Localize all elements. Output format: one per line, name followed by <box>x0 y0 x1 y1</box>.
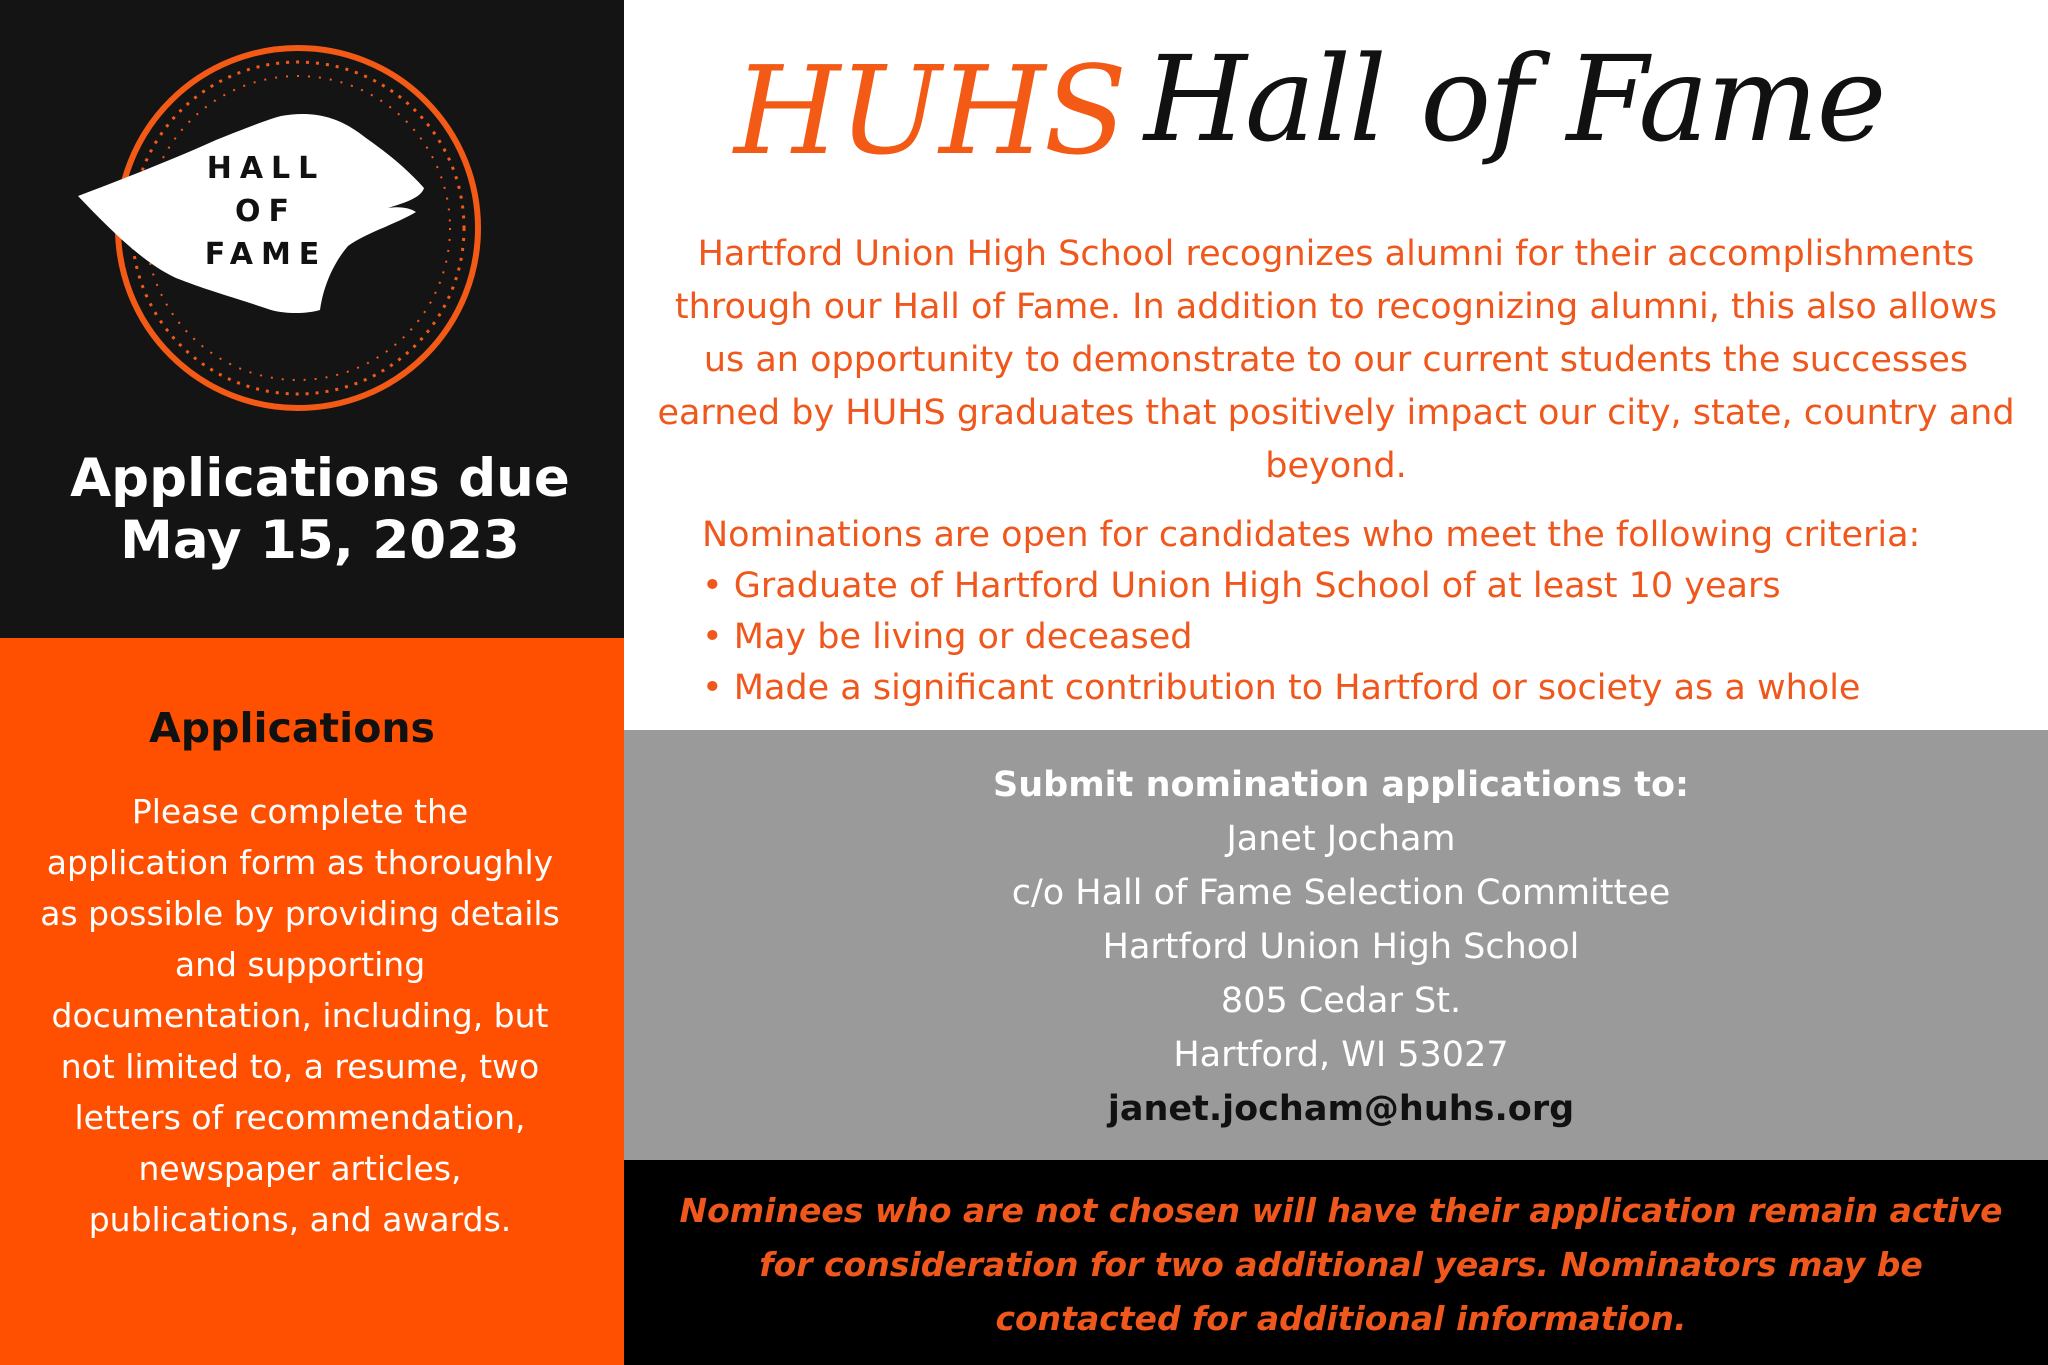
footnote-text: Nominees who are not chosen will have their application remain active for consideration for two additional years. Nominators may be contacted for additional information. <box>679 1191 2003 1338</box>
applications-panel <box>0 638 624 1365</box>
intro-paragraph: Hartford Union High School recognizes alumni for their accomplishments through our Hall of Fame. In addition to recognizing alumni, this also allows us an opportunity to demonstrate to our current students the successes earned by HUHS graduates that positively impact our city, state, country and beyond. <box>657 234 2015 486</box>
criteria-section <box>702 510 2022 714</box>
contact-city: Hartford, WI 53027 <box>1173 1035 1509 1075</box>
applications-instructions: Please complete the application form as thoroughly as possible by providing details and supporting documentation, including, but not limited to, a resume, two letters of recommendation, newspaper articles, publications, and awards. <box>40 792 560 1239</box>
left-header-panel <box>0 0 624 638</box>
due-label: Applications due <box>70 448 570 509</box>
contact-committee: c/o Hall of Fame Selection Committee <box>1011 873 1671 913</box>
hall-of-fame-logo <box>66 28 516 428</box>
footnote-panel <box>624 1160 2048 1365</box>
contact-name: Janet Jocham <box>1226 819 1456 859</box>
contact-street: 805 Cedar St. <box>1220 981 1462 1021</box>
criteria-item: • Graduate of Hartford Union High School of at least 10 years <box>702 561 2022 612</box>
submit-label: Submit nomination applications to: <box>993 765 1689 805</box>
logo-text-of: OF <box>235 194 297 229</box>
applications-heading: Applications <box>149 704 435 752</box>
page-title <box>734 20 2034 220</box>
applications-due <box>0 448 640 572</box>
criteria-list <box>702 561 2022 714</box>
criteria-item: • Made a significant contribution to Hartford or society as a whole <box>702 663 2022 714</box>
due-date: May 15, 2023 <box>120 510 520 571</box>
title-hall-of-fame: Hall of Fame <box>1144 30 1885 168</box>
criteria-lead: Nominations are open for candidates who meet the following criteria: <box>702 515 1921 555</box>
contact-school: Hartford Union High School <box>1102 927 1580 967</box>
logo-text-fame: FAME <box>204 237 328 272</box>
contact-email-link[interactable]: janet.jocham@huhs.org <box>1107 1089 1575 1129</box>
submit-panel <box>624 730 2048 1160</box>
criteria-item: • May be living or deceased <box>702 612 2022 663</box>
submit-address <box>624 758 2048 1136</box>
logo-text-hall: HALL <box>206 151 326 186</box>
title-huhs: HUHS <box>734 40 1126 182</box>
intro-panel <box>624 0 2048 730</box>
